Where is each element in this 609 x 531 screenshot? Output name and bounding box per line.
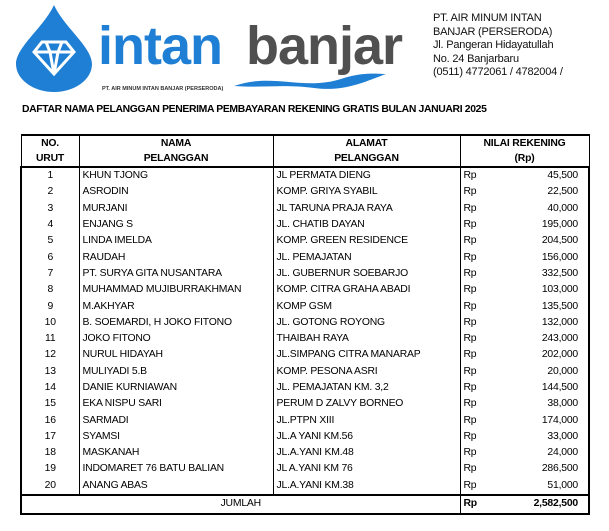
row-nilai: 103,000: [492, 282, 589, 298]
table-row: [21, 478, 589, 495]
customer-table: [20, 134, 590, 515]
row-currency: Rp: [460, 445, 492, 461]
row-alamat: JL. GOTONG ROYONG: [273, 315, 460, 331]
row-nama: EKA NISPU SARI: [79, 396, 273, 412]
company-line: BANJAR (PERSERODA): [433, 25, 553, 38]
row-no: 12: [21, 347, 79, 363]
row-no: 17: [21, 429, 79, 445]
header-no-2: URUT: [21, 151, 79, 167]
row-nilai: 156,000: [492, 249, 589, 265]
header-nama-2: PELANGGAN: [79, 151, 273, 167]
row-alamat: PERUM D ZALVY BORNEO: [273, 396, 460, 412]
row-no: 20: [21, 478, 79, 495]
table-row: [21, 461, 589, 477]
row-no: 4: [21, 217, 79, 233]
row-alamat: JL.PTPN XIII: [273, 412, 460, 428]
row-nilai: 45,500: [492, 167, 589, 184]
row-alamat: JL.A YANI KM.56: [273, 429, 460, 445]
header-nilai: NILAI REKENING: [460, 135, 589, 151]
row-no: 11: [21, 331, 79, 347]
row-alamat: JL.A.YANI KM.48: [273, 445, 460, 461]
row-currency: Rp: [460, 412, 492, 428]
row-alamat: THAIBAH RAYA: [273, 331, 460, 347]
row-alamat: JL. CHATIB DAYAN: [273, 217, 460, 233]
row-alamat: JL TARUNA PRAJA RAYA: [273, 201, 460, 217]
row-currency: Rp: [460, 429, 492, 445]
row-currency: Rp: [460, 167, 492, 184]
row-nilai: 40,000: [492, 201, 589, 217]
row-nama: NURUL HIDAYAH: [79, 347, 273, 363]
row-nama: INDOMARET 76 BATU BALIAN: [79, 461, 273, 477]
row-nilai: 144,500: [492, 380, 589, 396]
table-row: [21, 217, 589, 233]
row-alamat: KOMP. PESONA ASRI: [273, 364, 460, 380]
row-nilai: 20,000: [492, 364, 589, 380]
row-currency: Rp: [460, 217, 492, 233]
row-currency: Rp: [460, 478, 492, 495]
table-row: [21, 315, 589, 331]
row-nilai: 132,000: [492, 315, 589, 331]
row-no: 15: [21, 396, 79, 412]
water-drop-icon: [16, 5, 92, 92]
company-line: Jl. Pangeran Hidayatullah: [433, 39, 554, 52]
table-row: [21, 429, 589, 445]
row-nama: M.AKHYAR: [79, 298, 273, 314]
table-row: [21, 347, 589, 363]
row-no: 3: [21, 201, 79, 217]
row-currency: Rp: [460, 249, 492, 265]
table-row: [21, 364, 589, 380]
row-nama: LINDA IMELDA: [79, 233, 273, 249]
row-alamat: KOMP. GREEN RESIDENCE: [273, 233, 460, 249]
logo-word-intan: intan: [98, 16, 222, 76]
row-nama: RAUDAH: [79, 249, 273, 265]
table-row: [21, 282, 589, 298]
row-alamat: KOMP. CITRA GRAHA ABADI: [273, 282, 460, 298]
row-no: 5: [21, 233, 79, 249]
row-nilai: 51,000: [492, 478, 589, 495]
row-alamat: KOMP GSM: [273, 298, 460, 314]
row-nilai: 204,500: [492, 233, 589, 249]
row-alamat: JL.SIMPANG CITRA MANARAP: [273, 347, 460, 363]
row-nama: MULIYADI 5.B: [79, 364, 273, 380]
row-no: 14: [21, 380, 79, 396]
header-nama: NAMA: [79, 135, 273, 151]
row-nama: B. SOEMARDI, H JOKO FITONO: [79, 315, 273, 331]
row-currency: Rp: [460, 201, 492, 217]
row-nama: SYAMSI: [79, 429, 273, 445]
row-nilai: 38,000: [492, 396, 589, 412]
row-no: 8: [21, 282, 79, 298]
total-currency: Rp: [460, 495, 492, 514]
company-line: No. 24 Banjarbaru: [433, 52, 519, 65]
row-nilai: 286,500: [492, 461, 589, 477]
document-title: DAFTAR NAMA PELANGGAN PENERIMA PEMBAYARAN REKENING GRATIS BULAN JANUARI 2025: [22, 104, 487, 115]
logo-tagline: PT. AIR MINUM INTAN BANJAR (PERSERODA): [102, 86, 224, 92]
row-alamat: JL. PEMAJATAN: [273, 249, 460, 265]
row-no: 18: [21, 445, 79, 461]
header-alamat: ALAMAT: [273, 135, 460, 151]
table-row: [21, 201, 589, 217]
row-no: 10: [21, 315, 79, 331]
row-currency: Rp: [460, 396, 492, 412]
row-nilai: 24,000: [492, 445, 589, 461]
row-no: 2: [21, 184, 79, 200]
row-no: 6: [21, 249, 79, 265]
table-row: [21, 298, 589, 314]
row-nama: ASRODIN: [79, 184, 273, 200]
row-no: 9: [21, 298, 79, 314]
table-row: [21, 380, 589, 396]
row-nama: ANANG ABAS: [79, 478, 273, 495]
row-currency: Rp: [460, 331, 492, 347]
total-row: [21, 495, 589, 514]
row-nama: JOKO FITONO: [79, 331, 273, 347]
row-currency: Rp: [460, 233, 492, 249]
row-currency: Rp: [460, 315, 492, 331]
row-alamat: JL. PEMAJATAN KM. 3,2: [273, 380, 460, 396]
table-row: [21, 233, 589, 249]
row-nama: MURJANI: [79, 201, 273, 217]
total-label: JUMLAH: [21, 495, 460, 514]
total-value: 2,582,500: [492, 495, 589, 514]
row-nama: KHUN TJONG: [79, 167, 273, 184]
row-alamat: JL. GUBERNUR SOEBARJO: [273, 266, 460, 282]
row-nama: MASKANAH: [79, 445, 273, 461]
table-row: [21, 167, 589, 184]
table-row: [21, 249, 589, 265]
table-row: [21, 266, 589, 282]
row-nama: MUHAMMAD MUJIBURRAKHMAN: [79, 282, 273, 298]
row-currency: Rp: [460, 380, 492, 396]
row-nama: DANIE KURNIAWAN: [79, 380, 273, 396]
row-nilai: 135,500: [492, 298, 589, 314]
row-nilai: 22,500: [492, 184, 589, 200]
header-nilai-2: (Rp): [460, 151, 589, 167]
row-nilai: 195,000: [492, 217, 589, 233]
header-alamat-2: PELANGGAN: [273, 151, 460, 167]
logo-word-banjar: banjar: [246, 16, 403, 76]
row-alamat: JL PERMATA DIENG: [273, 167, 460, 184]
row-no: 19: [21, 461, 79, 477]
row-nilai: 332,500: [492, 266, 589, 282]
row-nilai: 202,000: [492, 347, 589, 363]
row-alamat: JL A.YANI KM 76: [273, 461, 460, 477]
row-currency: Rp: [460, 298, 492, 314]
table-row: [21, 445, 589, 461]
row-nama: SARMADI: [79, 412, 273, 428]
row-currency: Rp: [460, 347, 492, 363]
row-currency: Rp: [460, 461, 492, 477]
company-line: (0511) 4772061 / 4782004 /: [433, 66, 563, 79]
table-row: [21, 396, 589, 412]
table-row: [21, 331, 589, 347]
row-nilai: 174,000: [492, 412, 589, 428]
table-row: [21, 412, 589, 428]
row-no: 16: [21, 412, 79, 428]
row-nilai: 243,000: [492, 331, 589, 347]
row-currency: Rp: [460, 184, 492, 200]
row-currency: Rp: [460, 282, 492, 298]
company-address: [433, 12, 563, 80]
row-no: 13: [21, 364, 79, 380]
company-line: PT. AIR MINUM INTAN: [433, 12, 542, 24]
row-no: 7: [21, 266, 79, 282]
row-currency: Rp: [460, 266, 492, 282]
intanbanjar-logo: [14, 2, 434, 94]
row-alamat: KOMP. GRIYA SYABIL: [273, 184, 460, 200]
header-no: NO.: [21, 135, 79, 151]
row-alamat: JL.A.YANI KM.38: [273, 478, 460, 495]
table-row: [21, 184, 589, 200]
row-nama: ENJANG S: [79, 217, 273, 233]
row-no: 1: [21, 167, 79, 184]
row-nama: PT. SURYA GITA NUSANTARA: [79, 266, 273, 282]
row-currency: Rp: [460, 364, 492, 380]
row-nilai: 33,000: [492, 429, 589, 445]
